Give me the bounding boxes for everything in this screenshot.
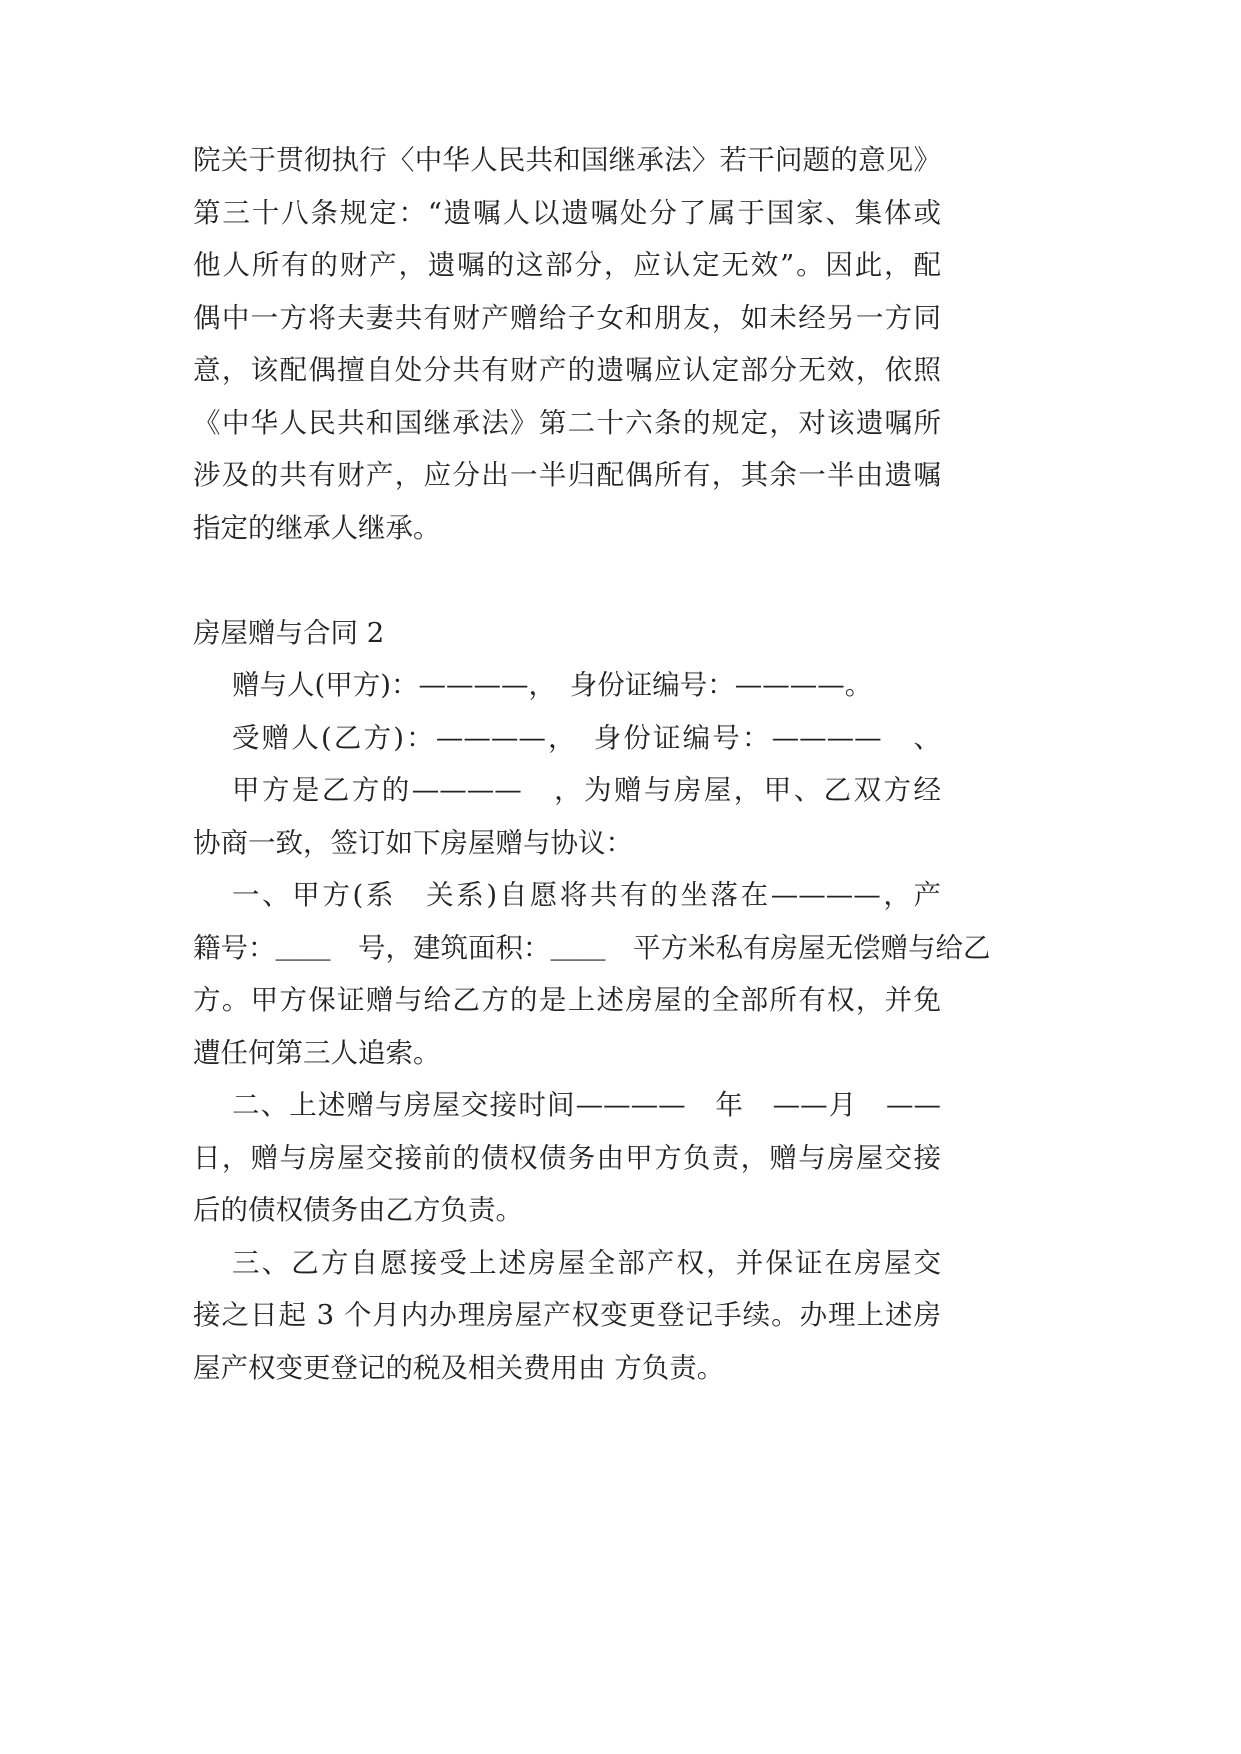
text-line: 日，赠与房屋交接前的债权债务由甲方负责，赠与房屋交接 — [193, 1141, 941, 1174]
text-line: 意，该配偶擅自处分共有财产的遗嘱应认定部分无效，依照 — [193, 354, 941, 386]
donor-paragraph — [193, 659, 941, 712]
text-line: 二、上述赠与房屋交接时间———— 年 ——月 —— — [232, 1089, 941, 1121]
text-line: 涉及的共有财产，应分出一半归配偶所有，其余一半由遗嘱 — [193, 459, 941, 491]
document-body — [193, 134, 991, 1394]
text-line: 第三十八条规定：“遗嘱人以遗嘱处分了属于国家、集体或 — [193, 196, 941, 229]
text-line: 后的债权债务由乙方负责。 — [193, 1194, 523, 1226]
text-line: 甲方是乙方的———— ，为赠与房屋，甲、乙双方经 — [232, 774, 941, 806]
clause-3-paragraph — [193, 1237, 941, 1395]
continued-paragraph — [193, 134, 941, 554]
text-line: 三、乙方自愿接受上述房屋全部产权，并保证在房屋交 — [232, 1246, 941, 1279]
contract-title: 房屋赠与合同 2 — [193, 616, 385, 649]
text-line: 偶中一方将夫妻共有财产赠给子女和朋友，如未经另一方同 — [193, 301, 941, 334]
text-line: 一、甲方(系 关系)自愿将共有的坐落在————，产 — [232, 879, 941, 911]
clause-2-paragraph — [193, 1079, 941, 1237]
text-line: 籍号：＿＿ 号，建筑面积：＿＿ 平方米私有房屋无偿赠与给乙 — [193, 931, 991, 964]
text-line: 协商一致，签订如下房屋赠与协议： — [193, 826, 633, 859]
text-line: 遭任何第三人追索。 — [193, 1036, 441, 1069]
text-line: 受赠人(乙方)：————， 身份证编号：———— 、 — [232, 721, 941, 754]
text-line: 接之日起 3 个月内办理房屋产权变更登记手续。办理上述房 — [193, 1299, 941, 1331]
text-line: 院关于贯彻执行〈中华人民共和国继承法〉若干问题的意见》 — [193, 144, 941, 176]
relationship-paragraph — [193, 764, 941, 869]
text-line: 屋产权变更登记的税及相关费用由 方负责。 — [193, 1351, 725, 1384]
text-line: 《中华人民共和国继承法》第二十六条的规定，对该遗嘱所 — [193, 406, 941, 439]
text-line: 他人所有的财产，遗嘱的这部分，应认定无效”。因此，配 — [193, 249, 941, 281]
text-line: 指定的继承人继承。 — [193, 511, 441, 544]
recipient-paragraph — [193, 712, 941, 765]
text-line: 赠与人(甲方)：————， 身份证编号：————。 — [232, 669, 873, 701]
clause-1-paragraph — [193, 869, 991, 1079]
text-line: 方。甲方保证赠与给乙方的是上述房屋的全部所有权，并免 — [193, 984, 941, 1016]
